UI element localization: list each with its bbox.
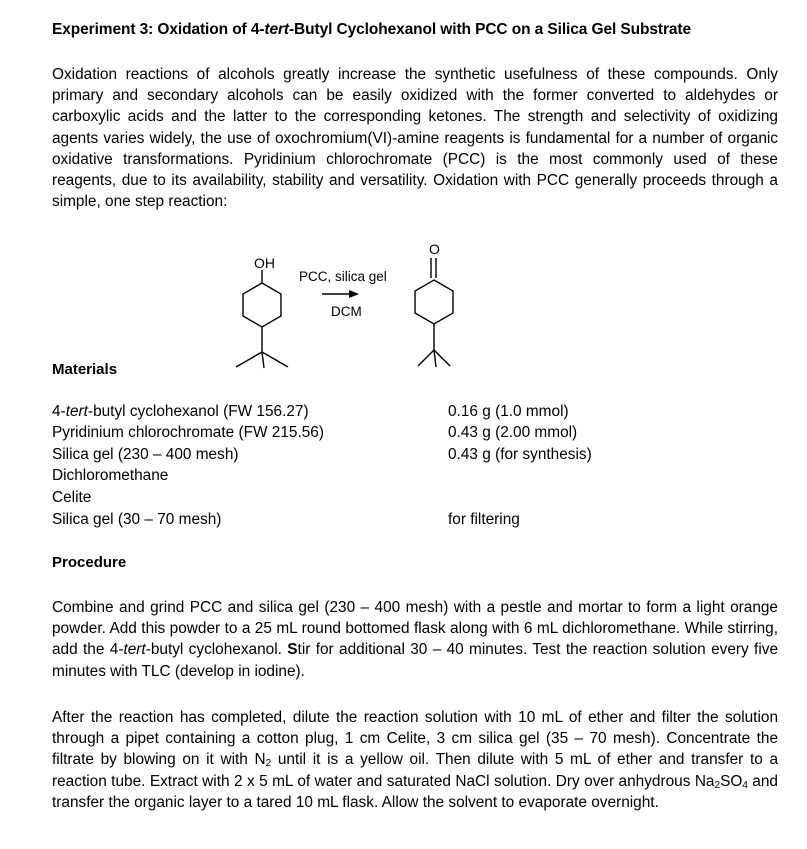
title-italic: tert — [264, 21, 289, 38]
procedure-heading: Procedure — [52, 554, 127, 571]
procedure-paragraph-2 — [52, 707, 778, 813]
procedure-text: and transfer the organic layer to a tared 10 mL flask. Allow the solvent to evaporate overnight. — [52, 772, 778, 811]
material-name: Pyridinium chlorochromate (FW 215.56) — [52, 424, 324, 442]
procedure-text: -butyl cyclohexanol. — [145, 641, 288, 659]
title-suffix: -Butyl Cyclohexanol with PCC on a Silica Gel Substrate — [289, 21, 691, 38]
material-row — [52, 446, 778, 467]
title-prefix: Experiment 3: Oxidation of 4- — [52, 21, 265, 38]
materials-list — [52, 403, 778, 532]
materials-heading: Materials — [52, 361, 118, 378]
material-name-post: -butyl cyclohexanol (FW 156.27) — [87, 403, 309, 420]
material-row — [52, 511, 778, 532]
material-row — [52, 403, 778, 424]
procedure-text: Combine and grind PCC and silica gel (230 – 400 mesh) with a pestle and mortar to form a light orange powder. Add this powder to a 25 mL round bottomed flask along with 6 mL dichloromethane. While stirring, add the 4- — [52, 599, 778, 659]
subscript: 4 — [742, 779, 748, 791]
material-amount: 0.43 g (2.00 mmol) — [448, 424, 578, 442]
material-name: Dichloromethane — [52, 467, 169, 485]
procedure-paragraph-1 — [52, 597, 778, 682]
material-amount: for filtering — [448, 510, 520, 528]
material-amount: 0.16 g (1.0 mmol) — [448, 403, 569, 420]
material-name — [52, 403, 309, 421]
product-structure — [415, 241, 453, 367]
page-title — [52, 21, 691, 39]
procedure-italic: tert — [123, 641, 146, 659]
material-name: Silica gel (30 – 70 mesh) — [52, 510, 222, 528]
material-row — [52, 489, 778, 510]
procedure-text: until it is a yellow oil. Then dilute with 5 mL of ether and transfer to a reaction tube. Extract with 2 x 5 mL of water and saturated NaCl solution. Dry over anhydrous Na — [52, 751, 778, 790]
material-amount: 0.43 g (for synthesis) — [448, 445, 592, 463]
subscript: 2 — [265, 758, 272, 770]
material-name: Celite — [52, 488, 92, 506]
reagent-bottom-label: DCM — [331, 304, 362, 319]
material-name-italic: tert — [65, 403, 88, 420]
material-row — [52, 467, 778, 488]
reactant-oh-label: OH — [254, 255, 275, 271]
procedure-text: SO — [720, 772, 743, 790]
procedure-text: tir for additional 30 – 40 minutes. Test the reaction solution every five minutes with TLC (develop in iodine). — [52, 641, 778, 680]
reagent-top-label: PCC, silica gel — [299, 269, 387, 284]
material-name: Silica gel (230 – 400 mesh) — [52, 445, 239, 463]
procedure-text: After the reaction has completed, dilute the reaction solution with 10 mL of ether and filter the solution through a pipet containing a cotton plug, 1 cm Celite, 3 cm silica gel (35 – 70 mesh). Concentrate the filtrate by blowing on it with N — [52, 709, 778, 769]
reaction-arrow — [299, 269, 387, 319]
intro-paragraph: Oxidation reactions of alcohols greatly increase the synthetic usefulness of these compounds. Only primary and secondary alcohols can be easily oxidized with the former converted to aldehydes or carboxylic acids and the latter to the corresponding ketones. The strength and selectivity of oxidizing agents varies widely, the use of oxochromium(VI)-amine reagents is fundamental for a number of organic oxidative transformations. Pyridinium chlorochromate (PCC) is the most commonly used of these reagents, due to its availability, stability and versatility. Oxidation with PCC generally proceeds through a simple, one step reaction: — [52, 66, 778, 211]
procedure-bold: S — [287, 641, 298, 659]
reactant-structure — [236, 255, 288, 368]
material-row — [52, 424, 778, 445]
material-name-pre: 4- — [52, 403, 66, 420]
product-o-label: O — [429, 241, 440, 257]
subscript: 2 — [714, 779, 721, 791]
